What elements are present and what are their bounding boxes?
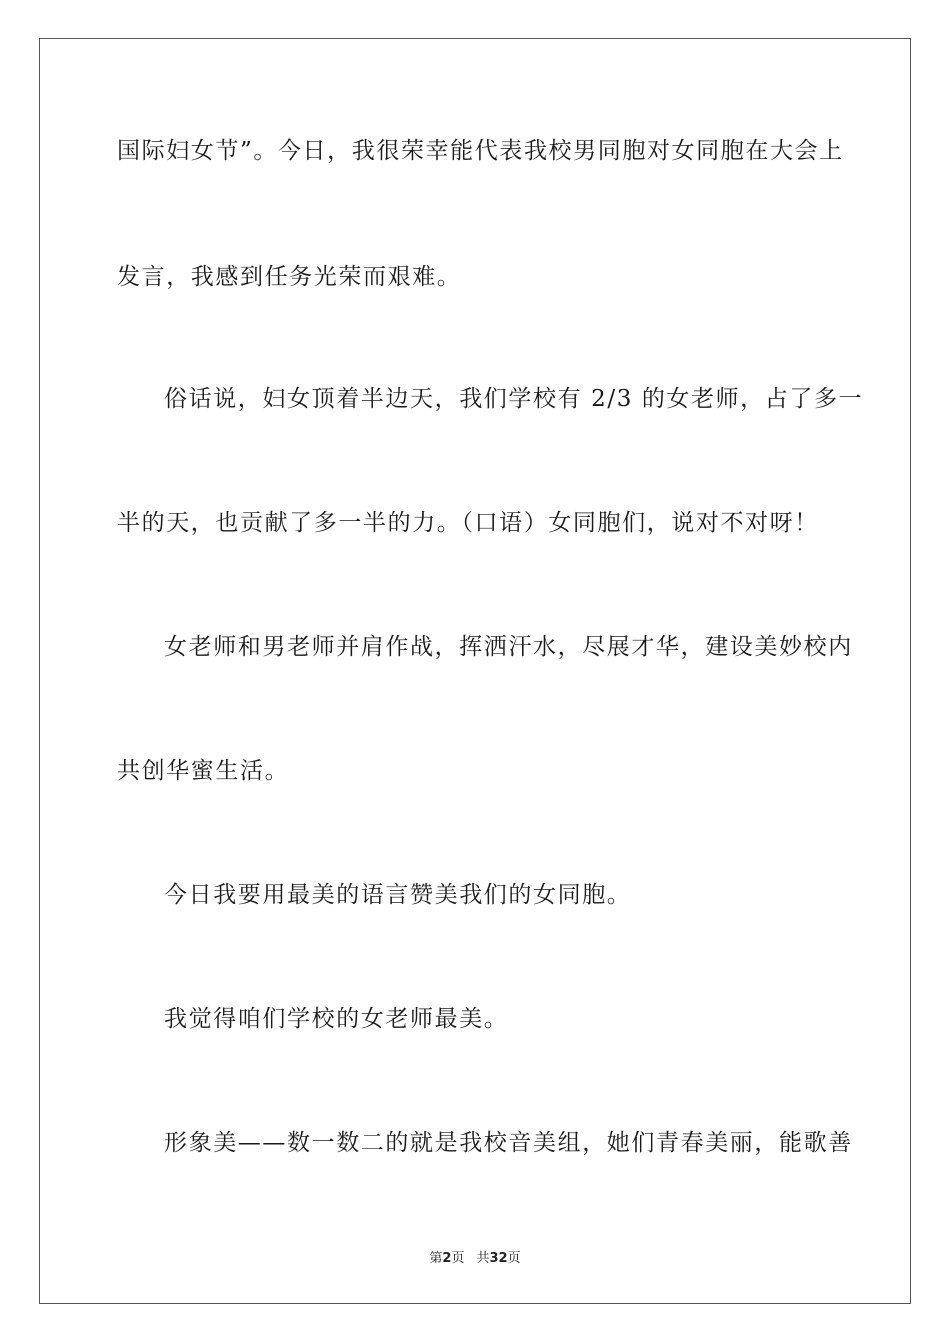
paragraph-start-line: 今日我要用最美的语言赞美我们的女同胞。 — [164, 882, 632, 908]
paragraph-start-line: 我觉得咱们学校的女老师最美。 — [164, 1006, 509, 1032]
page-suffix: 页 — [451, 1251, 465, 1266]
text-line: 共创华蜜生活。 — [117, 758, 290, 784]
text-line: 发言，我感到任务光荣而艰难。 — [117, 264, 462, 290]
total-prefix: 共 — [476, 1251, 490, 1266]
total-pages: 32 — [489, 1251, 508, 1266]
text-line: 半的天，也贡献了多一半的力。（口语）女同胞们，说对不对呀！ — [117, 510, 819, 536]
paragraph-start-line: 女老师和男老师并肩作战，挥洒汗水，尽展才华，建设美妙校内 — [164, 634, 853, 660]
page-prefix: 第 — [429, 1251, 443, 1266]
paragraph-start-line: 俗话说，妇女顶着半边天，我们学校有 2/3 的女老师，占了多一 — [164, 386, 864, 412]
page-footer — [0, 1247, 950, 1266]
page-border — [39, 38, 911, 1304]
total-suffix: 页 — [507, 1251, 521, 1266]
text-line: 国际妇女节”。今日，我很荣幸能代表我校男同胞对女同胞在大会上 — [117, 138, 844, 164]
paragraph-start-line: 形象美——数一数二的就是我校音美组，她们青春美丽，能歌善 — [164, 1130, 853, 1156]
page-number: 2 — [442, 1251, 452, 1266]
